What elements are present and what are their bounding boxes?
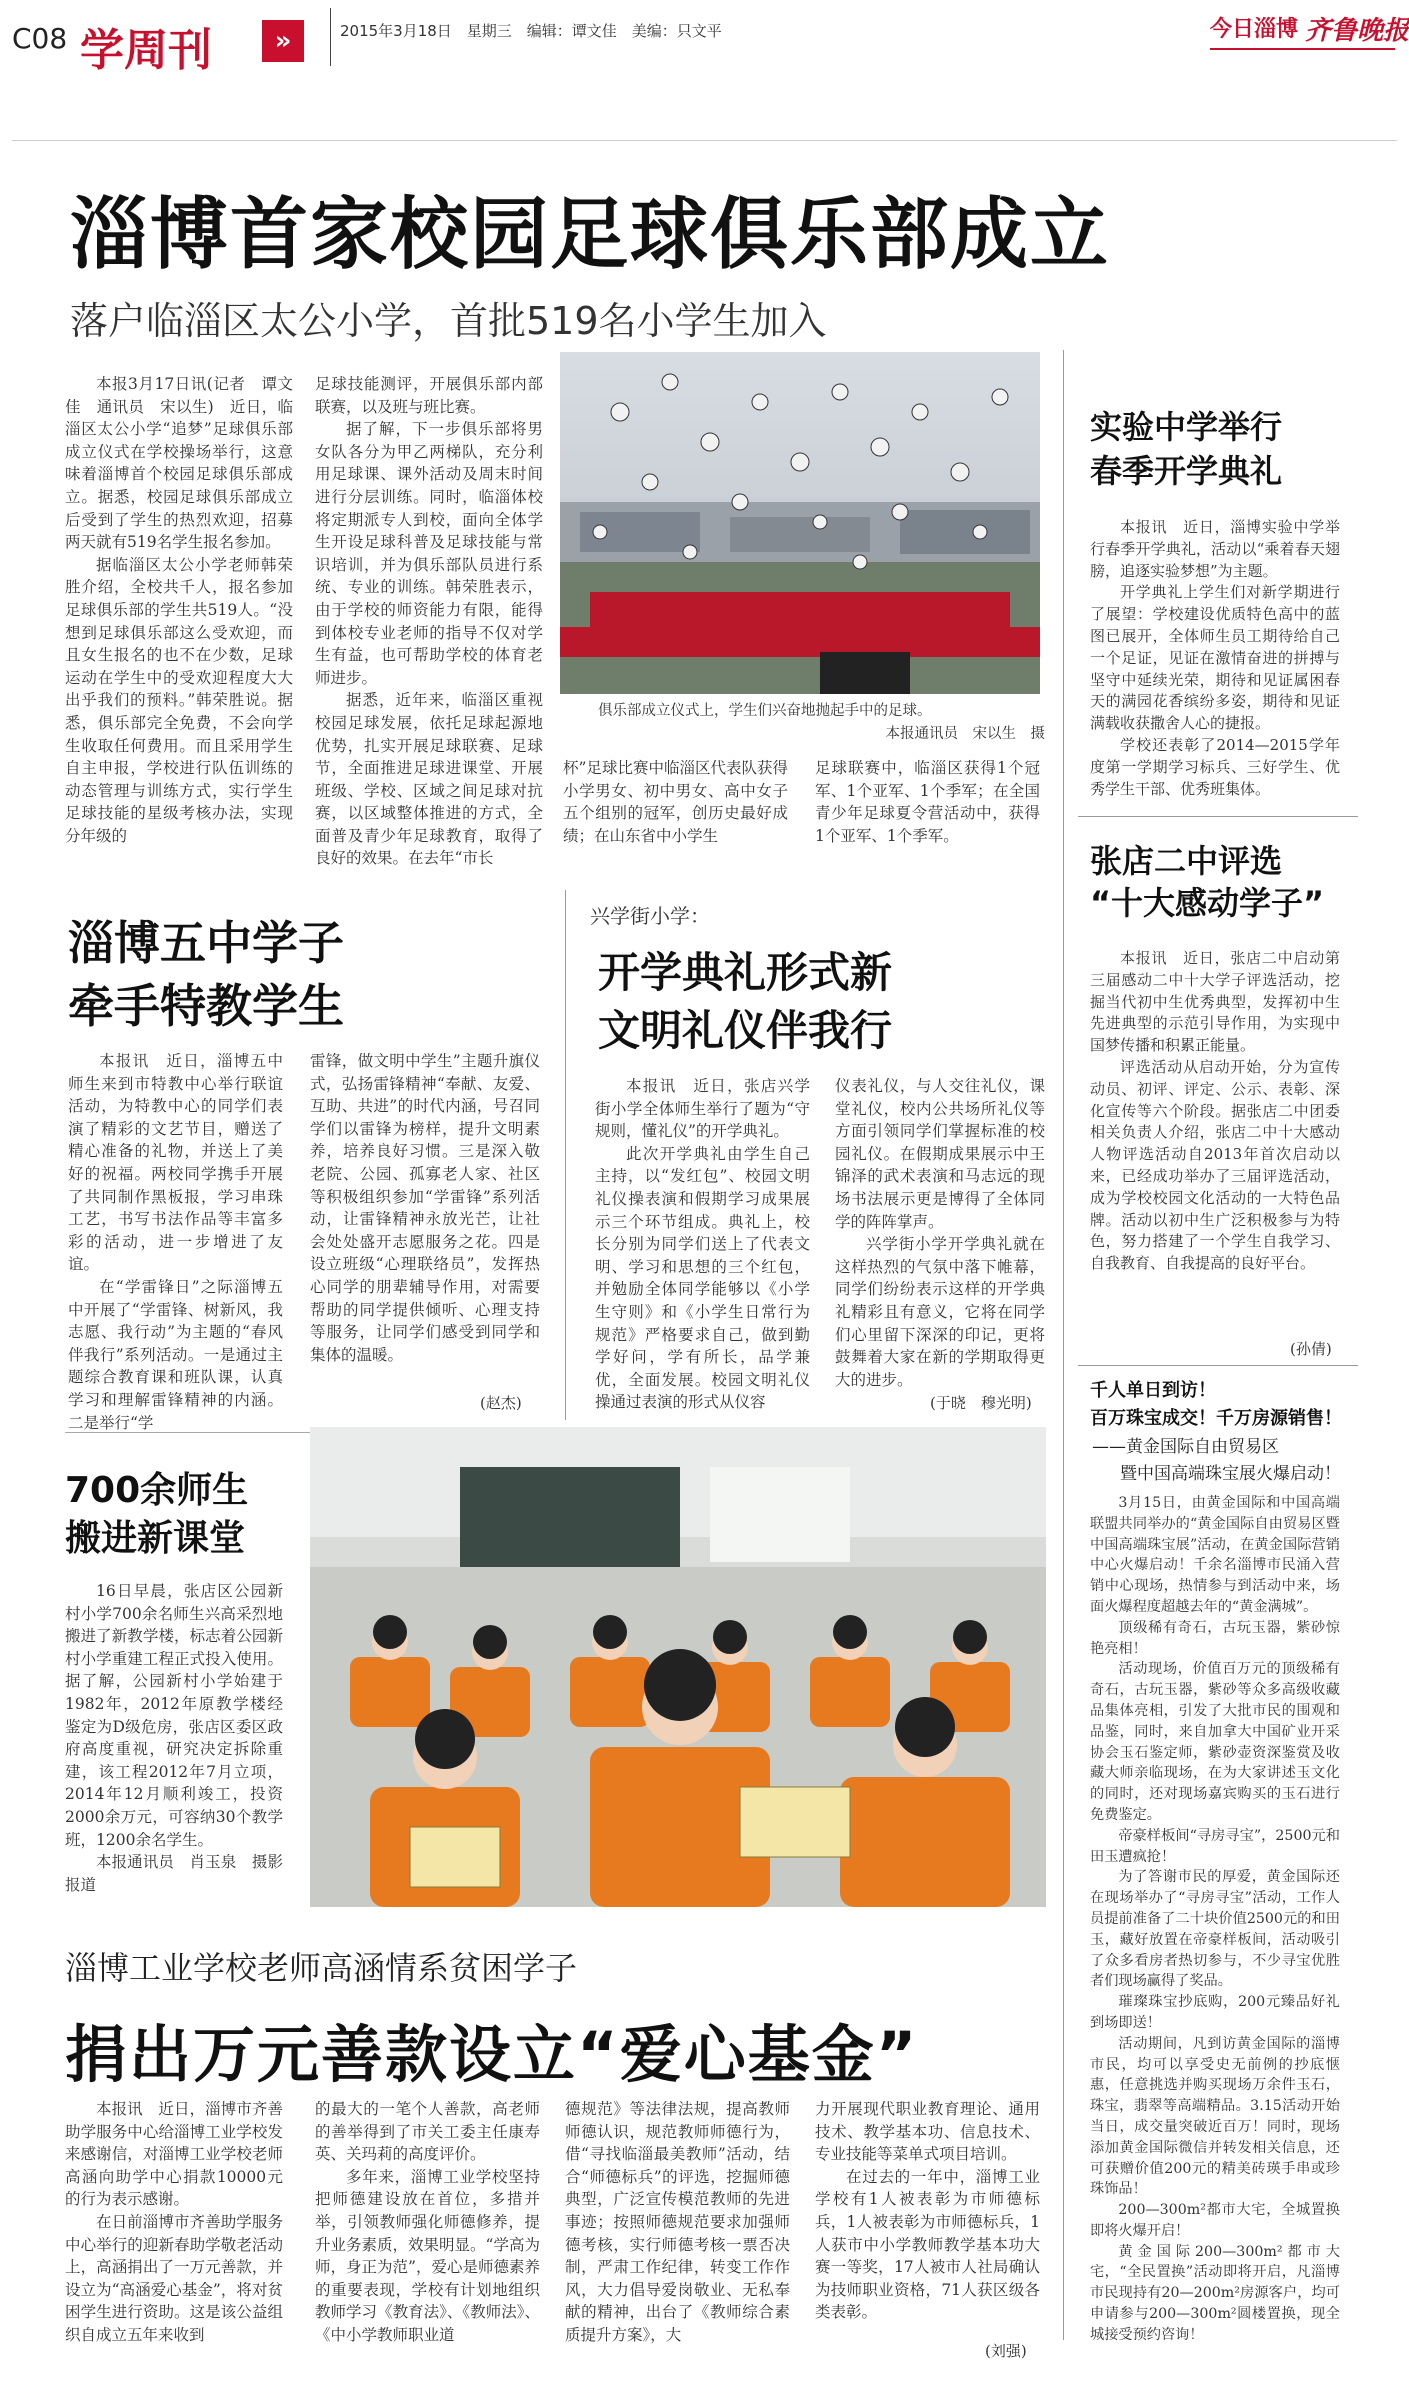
bottom-column-3 (565, 2098, 790, 2347)
lead-para: 杯”足球比赛中临淄区代表队获得小学男女、初中男女、高中女子五个组别的冠军，创历史最好成绩；在山东省中小学生 (563, 759, 788, 845)
side2-para: 评选活动从启动开始，分为宣传动员、初评、评定、公示、表彰、深化宣传等六个阶段。据张店二中团委相关负责人介绍，张店二中十大感动人物评选活动自2013年首次启动以来，已经成功举办了三届评选活动，成为学校校园文化活动的一大特色品牌。活动以初中生广泛积极参与为特色，努力搭建了一个学生自我学习、自我教育、自我提高的良好平台。 (1090, 1057, 1340, 1273)
ad-para: 活动现场，价值百万元的顶级稀有奇石，古玩玉器，紫砂等众多高级收藏品集体亮相，引发了大批市民的围观和品鉴，同时，来自加拿大中国矿业开采协会玉石鉴定师，紫砂壶资深鉴赏及收藏大师亲临现场，在为大家讲述玉文化的同时，还对现场嘉宾购买的玉石进行免费鉴定。 (1090, 1661, 1340, 1823)
side2-body (1090, 948, 1340, 1275)
lead-column-2 (315, 373, 543, 870)
side2-para: 本报讯 近日，张店二中启动第三届感动二中十大学子评选活动，挖掘当代初中生优秀典型，发挥初中生先进典型的示范引导作用，为实现中国梦传播和积累正能量。 (1090, 949, 1340, 1055)
lead-column-3 (563, 757, 788, 847)
wuzhong-para: 本报讯 近日，淄博五中师生来到市特教中心举行联谊活动，为特教中心的同学们表演了精彩的文艺节目，赠送了精心准备的礼物，并送上了美好的祝福。两校同学携手开展了共同制作黑板报，学习串珠工艺，书写书法作品等丰富多彩的活动，进一步增进了友谊。 (68, 1052, 283, 1274)
bottom-para: 在过去的一年中，淄博工业学校有1人被表彰为市师德标兵，1人被表彰为市师德标兵，1人获市中小学教师教学基本功大赛一等奖，17人被市人社局确认为技师职业资格，71人获区级各类表彰。 (815, 2167, 1040, 2322)
ad-head-4: 暨中国高端珠宝展火爆启动！ (1120, 1464, 1341, 1484)
right-column-divider (1063, 350, 1064, 2340)
xingxue-sign: (于晓 穆光明) (930, 1394, 1032, 1412)
gongyuan-credit: 本报通讯员 肖玉泉 摄影报道 (65, 1853, 283, 1894)
ad-para: 璀璨珠宝抄底购，200元臻品好礼到场即送！ (1090, 1994, 1340, 2031)
wuzhong-sign: (赵杰) (480, 1394, 522, 1412)
brand-name: 今日淄博 (1210, 17, 1299, 42)
bottom-kicker: 淄博工业学校老师高涵情系贫困学子 (65, 1949, 578, 1987)
bottom-para: 多年来，淄博工业学校坚持把师德建设放在首位，多措并举，引领教师强化师德修养，提升业务素质，效果明显。“学高为师，身正为范”，爱心是师德素养的重要表现，学校有计划地组织教师学习《教育法》、《教师法》、《中小学教师职业道 (315, 2167, 540, 2344)
xingxue-title-line1: 开学典礼形式新 (598, 948, 893, 997)
side1-para: 开学典礼上学生们对新学期进行了展望：学校建设优质特色高中的蓝图已展开，全体师生员工期待给自己一个足证，见证在激情奋进的拼搏与坚守中延续光荣，期待和见证属困春天的满园花香缤纷多姿，期待和见证满载收获撒舍人心的捷报。 (1090, 583, 1340, 733)
bottom-para: 德规范》等法律法规，提高教师师德认识，规范教师师德行为，借“寻找临淄最美教师”活动，结合“师德标兵”的评选，挖掘师德典型，广泛宣传模范教师的先进事迹；按照师德规范要求加强师德考核，实行师德考核一票否决制，严肃工作纪律，转变工作作风，大力倡导爱岗敬业、无私奉献的精神，出台了《教师综合素质提升方案》，大 (565, 2100, 790, 2344)
side-rule-1 (1078, 816, 1358, 817)
side2-title-line1: 张店二中评选 (1090, 842, 1283, 880)
ad-para: 3月15日，由黄金国际和中国高端联盟共同举办的“黄金国际自由贸易区暨中国高端珠宝展”活动，在黄金国际营销中心火爆启动！千余名淄博市民涌入营销中心现场，热情参与到活动中来，场面火爆程度超越去年的“黄金满城”。 (1090, 1495, 1340, 1615)
wuzhong-para: 雷锋，做文明中学生”主题升旗仪式，弘扬雷锋精神“奉献、友爱、互助、共进”的时代内涵，号召同学们以雷锋为榜样，提升文明素养，培养良好习惯。三是深入敬老院、公园、孤寡老人家、社区等积极组织参加“学雷锋”系列活动，让雷锋精神永放光芒，让社会处处盛开志愿服务之花。四是设立班级“心理联络员”，发挥热心同学的朋辈辅导作用，对需要帮助的同学提供倾听、心理支持等服务，让同学们感受到同学和集体的温暖。 (310, 1052, 540, 1364)
bottom-para: 的最大的一笔个人善款，高老师的善举得到了市关工委主任康寿英、关玛莉的高度评价。 (315, 2100, 540, 2164)
side-rule-2 (1078, 1365, 1358, 1366)
lead-para: 足球技能测评，开展俱乐部内部联赛，以及班与班比赛。 (315, 375, 543, 416)
bottom-para: 在日前淄博市齐善助学服务中心举行的迎新春助学敬老活动上，高涵捐出了一万元善款，并设立为“高涵爱心基金”，将对贫困学生进行资助。这是该公益组织自成立五年来收到 (65, 2212, 283, 2344)
side1-para: 学校还表彰了2014—2015学年度第一学期学习标兵、三好学生、优秀学生干部、优秀班集体。 (1090, 735, 1340, 798)
photo-credit: 本报通讯员 宋以生 摄 (885, 726, 1045, 742)
side1-title-line1: 实验中学举行 (1090, 408, 1283, 446)
gongyuan-body (65, 1580, 283, 1896)
xingxue-title-line2: 文明礼仪伴我行 (598, 1006, 893, 1055)
football-club-photo (560, 352, 1040, 694)
ad-head-2: 百万珠宝成交！千万房源销售！ (1090, 1408, 1342, 1429)
xingxue-para: 此次开学典礼由学生自己主持，以“发红包”、校园文明礼仪操表演和假期学习成果展示三个环节组成。典礼上，校长分别为同学们送上了代表文明、学习和思想的三个红包，并勉励全体同学能够以《小学生守则》和《小学生日常行为规范》严格要求自己，做到勤学好问，学有所长，品学兼优，全面发展。校园文明礼仪操通过表演的形式从仪容 (595, 1144, 810, 1412)
wuzhong-title-line1: 淄博五中学子 (68, 916, 344, 970)
gongyuan-title-line2: 搬进新课堂 (65, 1518, 246, 1559)
bottom-column-2 (315, 2098, 540, 2347)
ad-para: 帝豪样板间“寻房寻宝”，2500元和田玉遭疯抢！ (1090, 1827, 1340, 1865)
gongyuan-para: 16日早晨，张店区公园新村小学700余名师生兴高采烈地搬进了新教学楼，标志着公园新村小学重建工程正式投入使用。据了解，公园新村小学始建于1982年，2012年原教学楼经鉴定为D级危房，张店区委区政府高度重视，研究决定拆除重建，该工程2012年7月立项，2014年12月顺利竣工，投资2000余万元，可容纳30个教学班，1200余名学生。 (65, 1582, 283, 1849)
classroom-photo (310, 1427, 1046, 1907)
side1-title-line2: 春季开学典礼 (1090, 452, 1283, 490)
lead-headline: 淄博首家校园足球俱乐部成立 (70, 190, 1111, 280)
photo-caption: 俱乐部成立仪式上，学生们兴奋地抛起手中的足球。 (598, 703, 932, 719)
ad-para: 为了答谢市民的厚爱，黄金国际还在现场举办了“寻房寻宝”活动，工作人员提前准备了二十块价值2500元的和田玉，藏好放置在帝豪样板间，活动吸引了众多看房者热切参与，不少寻宝优胜者们现场赢得了奖品。 (1090, 1869, 1340, 1990)
ad-para: 200—300m²都市大宅，全城置换即将火爆开启！ (1090, 2202, 1340, 2239)
side1-body (1090, 517, 1340, 800)
ad-para: 顶级稀有奇石，古玩玉器，紫砂惊艳亮相！ (1090, 1619, 1340, 1657)
wuzhong-para: 在“学雷锋日”之际淄博五中开展了“学雷锋、树新风，我志愿、我行动”为主题的“春风伴我行”系列活动。一是通过主题综合教育课和班队课，认真学习和理解雷锋精神的内涵。二是举行“学 (68, 1277, 283, 1432)
xingxue-para: 兴学街小学开学典礼就在这样热烈的气氛中落下帷幕，同学们纷纷表示这样的开学典礼精彩且有意义，它将在同学们心里留下深深的印记，更将鼓舞着大家在新的学期取得更大的进步。 (835, 1235, 1045, 1389)
newspaper-logo: 齐鲁晚报 (1305, 16, 1409, 46)
ad-body (1090, 1493, 1340, 2346)
section-title: 学周刊 (80, 25, 212, 76)
bottom-headline: 捐出万元善款设立“爱心基金” (65, 2018, 919, 2091)
xingxue-column-2 (835, 1075, 1045, 1391)
xingxue-para: 本报讯 近日，张店兴学街小学全体师生举行了题为“守规则，懂礼仪”的开学典礼。 (595, 1077, 810, 1141)
lead-subtitle: 落户临淄区太公小学，首批519名小学生加入 (70, 299, 827, 343)
wuzhong-title-line2: 牵手特教学生 (68, 979, 344, 1033)
lead-para: 据了解，下一步俱乐部将男女队各分为甲乙两梯队，充分利用足球课、课外活动及周末时间进行分层训练。同时，临淄体校将定期派专人到校，面向全体学生开设足球科普及足球技能与常识培训，并为俱乐部队员进行系统、专业的训练。韩荣胜表示，由于学校的师资能力有限，能得到体校专业老师的指导不仅对学生有益，也可帮助学校的体育老师进步。 (315, 420, 543, 687)
ad-head-3: ——黄金国际自由贸易区 (1092, 1437, 1279, 1457)
lead-column-1 (65, 373, 293, 847)
bottom-column-4 (815, 2098, 1040, 2324)
header-red-rule (1210, 48, 1395, 50)
page-header (0, 0, 1409, 80)
page-number: C08 (12, 22, 68, 55)
lead-column-4 (815, 757, 1040, 847)
xingxue-column-1 (595, 1075, 810, 1414)
header-divider (330, 8, 331, 66)
side2-sign: (孙倩) (1290, 1340, 1332, 1358)
bottom-para: 本报讯 近日，淄博市齐善助学服务中心给淄博工业学校发来感谢信，对淄博工业学校老师高涵向助学中心捐款10000元的行为表示感谢。 (65, 2100, 283, 2209)
lead-para: 据临淄区太公小学老师韩荣胜介绍，全校共千人，报名参加足球俱乐部的学生共519人。“没想到足球俱乐部这么受欢迎，而且女生报名的也不在少数，足球运动在学生中的受欢迎程度大大出乎我们的预料。”韩荣胜说。据悉，俱乐部完全免费，不会向学生收取任何费用。而且采用学生自主申报，学校进行队伍训练的动态管理与训练方式，实行学生足球技能的星级考核办法，实现分年级的 (65, 555, 293, 845)
wuzhong-column-2 (310, 1050, 540, 1366)
xingxue-kicker: 兴学街小学： (590, 904, 710, 928)
ad-para: 黄金国际200—300m²都市大宅，“全民置换”活动即将开启，凡淄博市民现持有20—200m²房源客户，均可申请参与200—300m²圆楼置换，现全城接受预约咨询！ (1090, 2243, 1340, 2343)
header-rule (12, 140, 1397, 141)
section-arrow-icon: » (262, 20, 304, 62)
date-line: 2015年3月18日 星期三 编辑：谭文佳 美编：只文平 (340, 22, 722, 40)
bottom-column-1 (65, 2098, 283, 2347)
lead-para: 足球联赛中，临淄区获得1个冠军、1个亚军、1个季军；在全国青少年足球夏令营活动中，获得1个亚军、1个季军。 (815, 759, 1040, 845)
xingxue-para: 仪表礼仪，与人交往礼仪，课堂礼仪，校内公共场所礼仪等方面引领同学们掌握标准的校园礼仪。在假期成果展示中王锦泽的武术表演和马志远的现场书法展示更是博得了全体同学的阵阵掌声。 (835, 1077, 1045, 1231)
gongyuan-title-line1: 700余师生 (65, 1470, 249, 1511)
side1-para: 本报讯 近日，淄博实验中学举行春季开学典礼，活动以“乘着春天翅膀，追逐实验梦想”为主题。 (1090, 518, 1340, 580)
bottom-para: 力开展现代职业教育理论、通用技术、教学基本功、信息技术、专业技能等菜单式项目培训。 (815, 2100, 1040, 2164)
lead-para: 本报3月17日讯(记者 谭文佳 通讯员 宋以生) 近日，临淄区太公小学“追梦”足球俱乐部成立仪式在学校操场举行，这意味着淄博首个校园足球俱乐部成立。据悉，校园足球俱乐部成立后受到了学生的热烈欢迎，招募两天就有519名学生报名参加。 (65, 375, 293, 552)
ad-head-1: 千人单日到访！ (1090, 1380, 1216, 1401)
bottom-sign: (刘强) (985, 2342, 1027, 2360)
lead-para: 据悉，近年来，临淄区重视校园足球发展，依托足球起源地优势，扎实开展足球联赛、足球节，全面推进足球进课堂、开展班级、学校、区域之间足球对抗赛，以区域整体推进的方式，全面普及青少年足球教育，取得了良好的效果。在去年“市长 (315, 691, 543, 868)
mid-divider (565, 890, 566, 1420)
side2-title-line2: “十大感动学子” (1090, 884, 1325, 922)
ad-para: 活动期间，凡到访黄金国际的淄博市民，均可以享受史无前例的抄底惬惠，任意挑选并购买现场万余件玉石，珠宝，翡翠等高端精品。3.15活动开始当日，成交量突破近百万！同时，现场添加黄金国际微信并转发相关信息，还可获赠价值200元的精美砖瑛手串或珍珠饰品！ (1090, 2035, 1340, 2198)
wuzhong-column-1 (68, 1050, 283, 1434)
